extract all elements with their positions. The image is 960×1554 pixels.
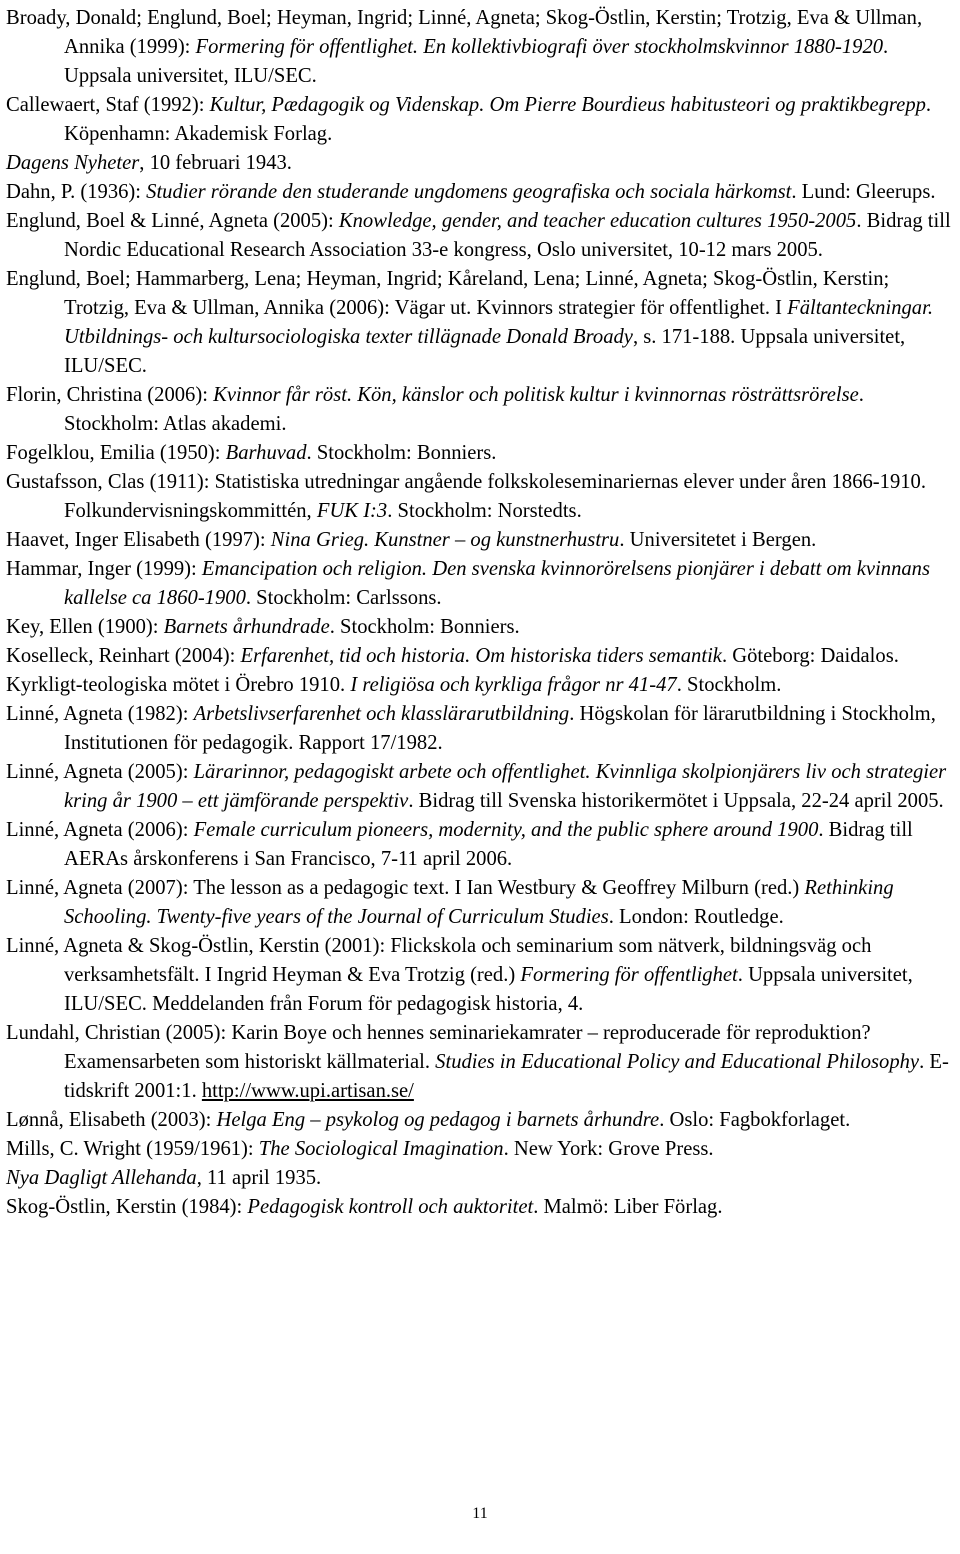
reference-text: . Lund: Gleerups.	[791, 181, 936, 203]
reference-title: Dagens Nyheter	[6, 152, 140, 174]
reference-text: . New York: Grove Press.	[503, 1138, 714, 1160]
reference-text: Linné, Agneta (1982):	[6, 703, 194, 725]
reference-text: Englund, Boel & Linné, Agneta (2005):	[6, 210, 339, 232]
reference-text: , 10 februari 1943.	[139, 152, 292, 174]
reference-text: . Stockholm: Atlas akademi.	[64, 384, 864, 435]
reference-text: Haavet, Inger Elisabeth (1997):	[6, 529, 271, 551]
reference-title: Barnets århundrade	[163, 616, 330, 638]
reference-text: . Bidrag till AERAs årskonferens i San Francisco, 7-11 april 2006.	[64, 819, 913, 870]
reference-text: Gustafsson, Clas (1911): Statistiska utredningar angående folkskoleseminariernas elever under åren 1866-1910. Folkundervisningskommittén,	[6, 471, 926, 522]
reference-title: Helga Eng – psykolog og pedagog i barnets århundre	[216, 1109, 660, 1131]
reference-title: Fältanteckningar. Utbildnings- och kultursociologiska texter tillägnade Donald Broady	[64, 297, 933, 348]
reference-entry	[6, 816, 958, 874]
reference-title: FUK I:3	[316, 500, 388, 522]
reference-entry	[6, 642, 958, 671]
reference-entry	[6, 178, 958, 207]
reference-entry	[6, 468, 958, 526]
reference-text: Englund, Boel; Hammarberg, Lena; Heyman, Ingrid; Kåreland, Lena; Linné, Agneta; Skog-Östlin, Kerstin; Trotzig, Eva & Ullman, Annika (2006): Vägar ut. Kvinnors strategier för offentlighet. I	[6, 268, 890, 319]
reference-text: . Universitetet i Bergen.	[619, 529, 817, 551]
reference-text: Hammar, Inger (1999):	[6, 558, 202, 580]
reference-text: Koselleck, Reinhart (2004):	[6, 645, 241, 667]
reference-title: The Sociological Imagination	[258, 1138, 504, 1160]
reference-entry	[6, 671, 958, 700]
reference-text: . Oslo: Fagbokforlaget.	[659, 1109, 851, 1131]
reference-text: . Uppsala universitet, ILU/SEC.	[64, 36, 889, 87]
reference-text: Dahn, P. (1936):	[6, 181, 147, 203]
reference-text: Key, Ellen (1900):	[6, 616, 164, 638]
reference-text: . Göteborg: Daidalos.	[721, 645, 899, 667]
reference-title: Erfarenhet, tid och historia. Om historiska tiders semantik	[240, 645, 722, 667]
reference-entry	[6, 758, 958, 816]
reference-entry	[6, 874, 958, 932]
reference-text: Linné, Agneta (2005):	[6, 761, 194, 783]
reference-text: Linné, Agneta & Skog-Östlin, Kerstin (2001): Flickskola och seminarium som nätverk, bildningsväg och verksamhetsfält. I Ingrid Heyman & Eva Trotzig (red.)	[6, 935, 872, 986]
reference-text: Callewaert, Staf (1992):	[6, 94, 210, 116]
reference-text: . Bidrag till Svenska historikermötet i Uppsala, 22-24 april 2005.	[408, 790, 944, 812]
reference-title: Emancipation och religion. Den svenska kvinnorörelsens pionjärer i debatt om kvinnans kallelse ca 1860-1900	[64, 558, 930, 609]
reference-title: Studies in Educational Policy and Educational Philosophy	[435, 1051, 920, 1073]
reference-title: Pedagogisk kontroll och auktoritet	[247, 1196, 534, 1218]
reference-title: Rethinking Schooling. Twenty-five years of the Journal of Curriculum Studies	[64, 877, 894, 928]
reference-title: Studier rörande den studerande ungdomens geografiska och sociala härkomst	[146, 181, 792, 203]
reference-text: . Malmö: Liber Förlag.	[533, 1196, 723, 1218]
reference-title: Formering för offentlighet	[520, 964, 738, 986]
reference-text: . London: Routledge.	[608, 906, 784, 928]
reference-title: Knowledge, gender, and teacher education cultures 1950-2005	[338, 210, 857, 232]
reference-text: . Stockholm: Carlssons.	[245, 587, 442, 609]
reference-text: Kyrkligt-teologiska mötet i Örebro 1910.	[6, 674, 351, 696]
reference-entry	[6, 91, 958, 149]
reference-title: Arbetslivserfarenhet och klasslärarutbildning	[193, 703, 570, 725]
reference-entry	[6, 265, 958, 381]
reference-text: Florin, Christina (2006):	[6, 384, 214, 406]
reference-title: Formering för offentlighet. En kollektivbiografi över stockholmskvinnor 1880-1920	[195, 36, 884, 58]
reference-text: . Stockholm.	[676, 674, 782, 696]
reference-entry	[6, 1019, 958, 1106]
reference-title: I religiösa och kyrkliga frågor nr 41-47	[350, 674, 677, 696]
reference-entry	[6, 555, 958, 613]
page-number: 11	[472, 1505, 488, 1522]
reference-text: . Stockholm: Bonniers.	[329, 616, 520, 638]
reference-text: . Uppsala universitet, ILU/SEC. Meddelanden från Forum för pedagogisk historia, 4.	[64, 964, 913, 1015]
reference-text: Linné, Agneta (2006):	[6, 819, 194, 841]
reference-text: . E-tidskrift 2001:1.	[64, 1051, 949, 1102]
reference-link[interactable]: http://www.upi.artisan.se/	[201, 1080, 414, 1102]
reference-text: . Stockholm: Bonniers.	[306, 442, 497, 464]
reference-entry	[6, 613, 958, 642]
reference-text: Fogelklou, Emilia (1950):	[6, 442, 226, 464]
reference-text: , s. 171-188. Uppsala universitet, ILU/SEC.	[64, 326, 906, 377]
reference-entry	[6, 526, 958, 555]
reference-text: Broady, Donald; Englund, Boel; Heyman, Ingrid; Linné, Agneta; Skog-Östlin, Kerstin; Trotzig, Eva & Ullman, Annika (1999):	[6, 7, 923, 58]
reference-entry	[6, 700, 958, 758]
reference-entry	[6, 1135, 958, 1164]
reference-title: Female curriculum pioneers, modernity, and the public sphere around 1900	[193, 819, 819, 841]
reference-text: Lønnå, Elisabeth (2003):	[6, 1109, 217, 1131]
reference-entry	[6, 207, 958, 265]
reference-title: Nina Grieg. Kunstner – og kunstnerhustru	[270, 529, 620, 551]
reference-text: Mills, C. Wright (1959/1961):	[6, 1138, 259, 1160]
reference-text: Lundahl, Christian (2005): Karin Boye och hennes seminariekamrater – reproducerade för reproduktion? Examensarbeten som historiskt källmaterial.	[6, 1022, 871, 1073]
reference-entry	[6, 1164, 958, 1193]
reference-entry	[6, 439, 958, 468]
reference-entry	[6, 4, 958, 91]
reference-text: . Högskolan för lärarutbildning i Stockholm, Institutionen för pedagogik. Rapport 17/1982.	[64, 703, 936, 754]
reference-entry	[6, 1193, 958, 1222]
reference-title: Barhuvad	[225, 442, 307, 464]
reference-entry	[6, 932, 958, 1019]
reference-entry	[6, 381, 958, 439]
reference-text: Linné, Agneta (2007): The lesson as a pedagogic text. I Ian Westbury & Geoffrey Milburn (red.)	[6, 877, 805, 899]
reference-list	[6, 4, 958, 1222]
reference-text: , 11 april 1935.	[196, 1167, 322, 1189]
reference-entry	[6, 149, 958, 178]
reference-title: Lärarinnor, pedagogiskt arbete och offentlighet. Kvinnliga skolpionjärers liv och strategier kring år 1900 – ett jämförande perspektiv	[64, 761, 947, 812]
reference-text: . Köpenhamn: Akademisk Forlag.	[64, 94, 932, 145]
reference-title: Kultur, Pædagogik og Videnskap. Om Pierre Bourdieus habitusteori og praktikbegrepp	[209, 94, 926, 116]
reference-text: . Stockholm: Norstedts.	[387, 500, 582, 522]
reference-title: Kvinnor får röst. Kön, känslor och politisk kultur i kvinnornas rösträttsrörelse	[213, 384, 859, 406]
reference-text: Skog-Östlin, Kerstin (1984):	[6, 1196, 248, 1218]
reference-title: Nya Dagligt Allehanda	[6, 1167, 197, 1189]
reference-text: . Bidrag till Nordic Educational Research Association 33-e kongress, Oslo universitet, 10-12 mars 2005.	[64, 210, 951, 261]
reference-entry	[6, 1106, 958, 1135]
